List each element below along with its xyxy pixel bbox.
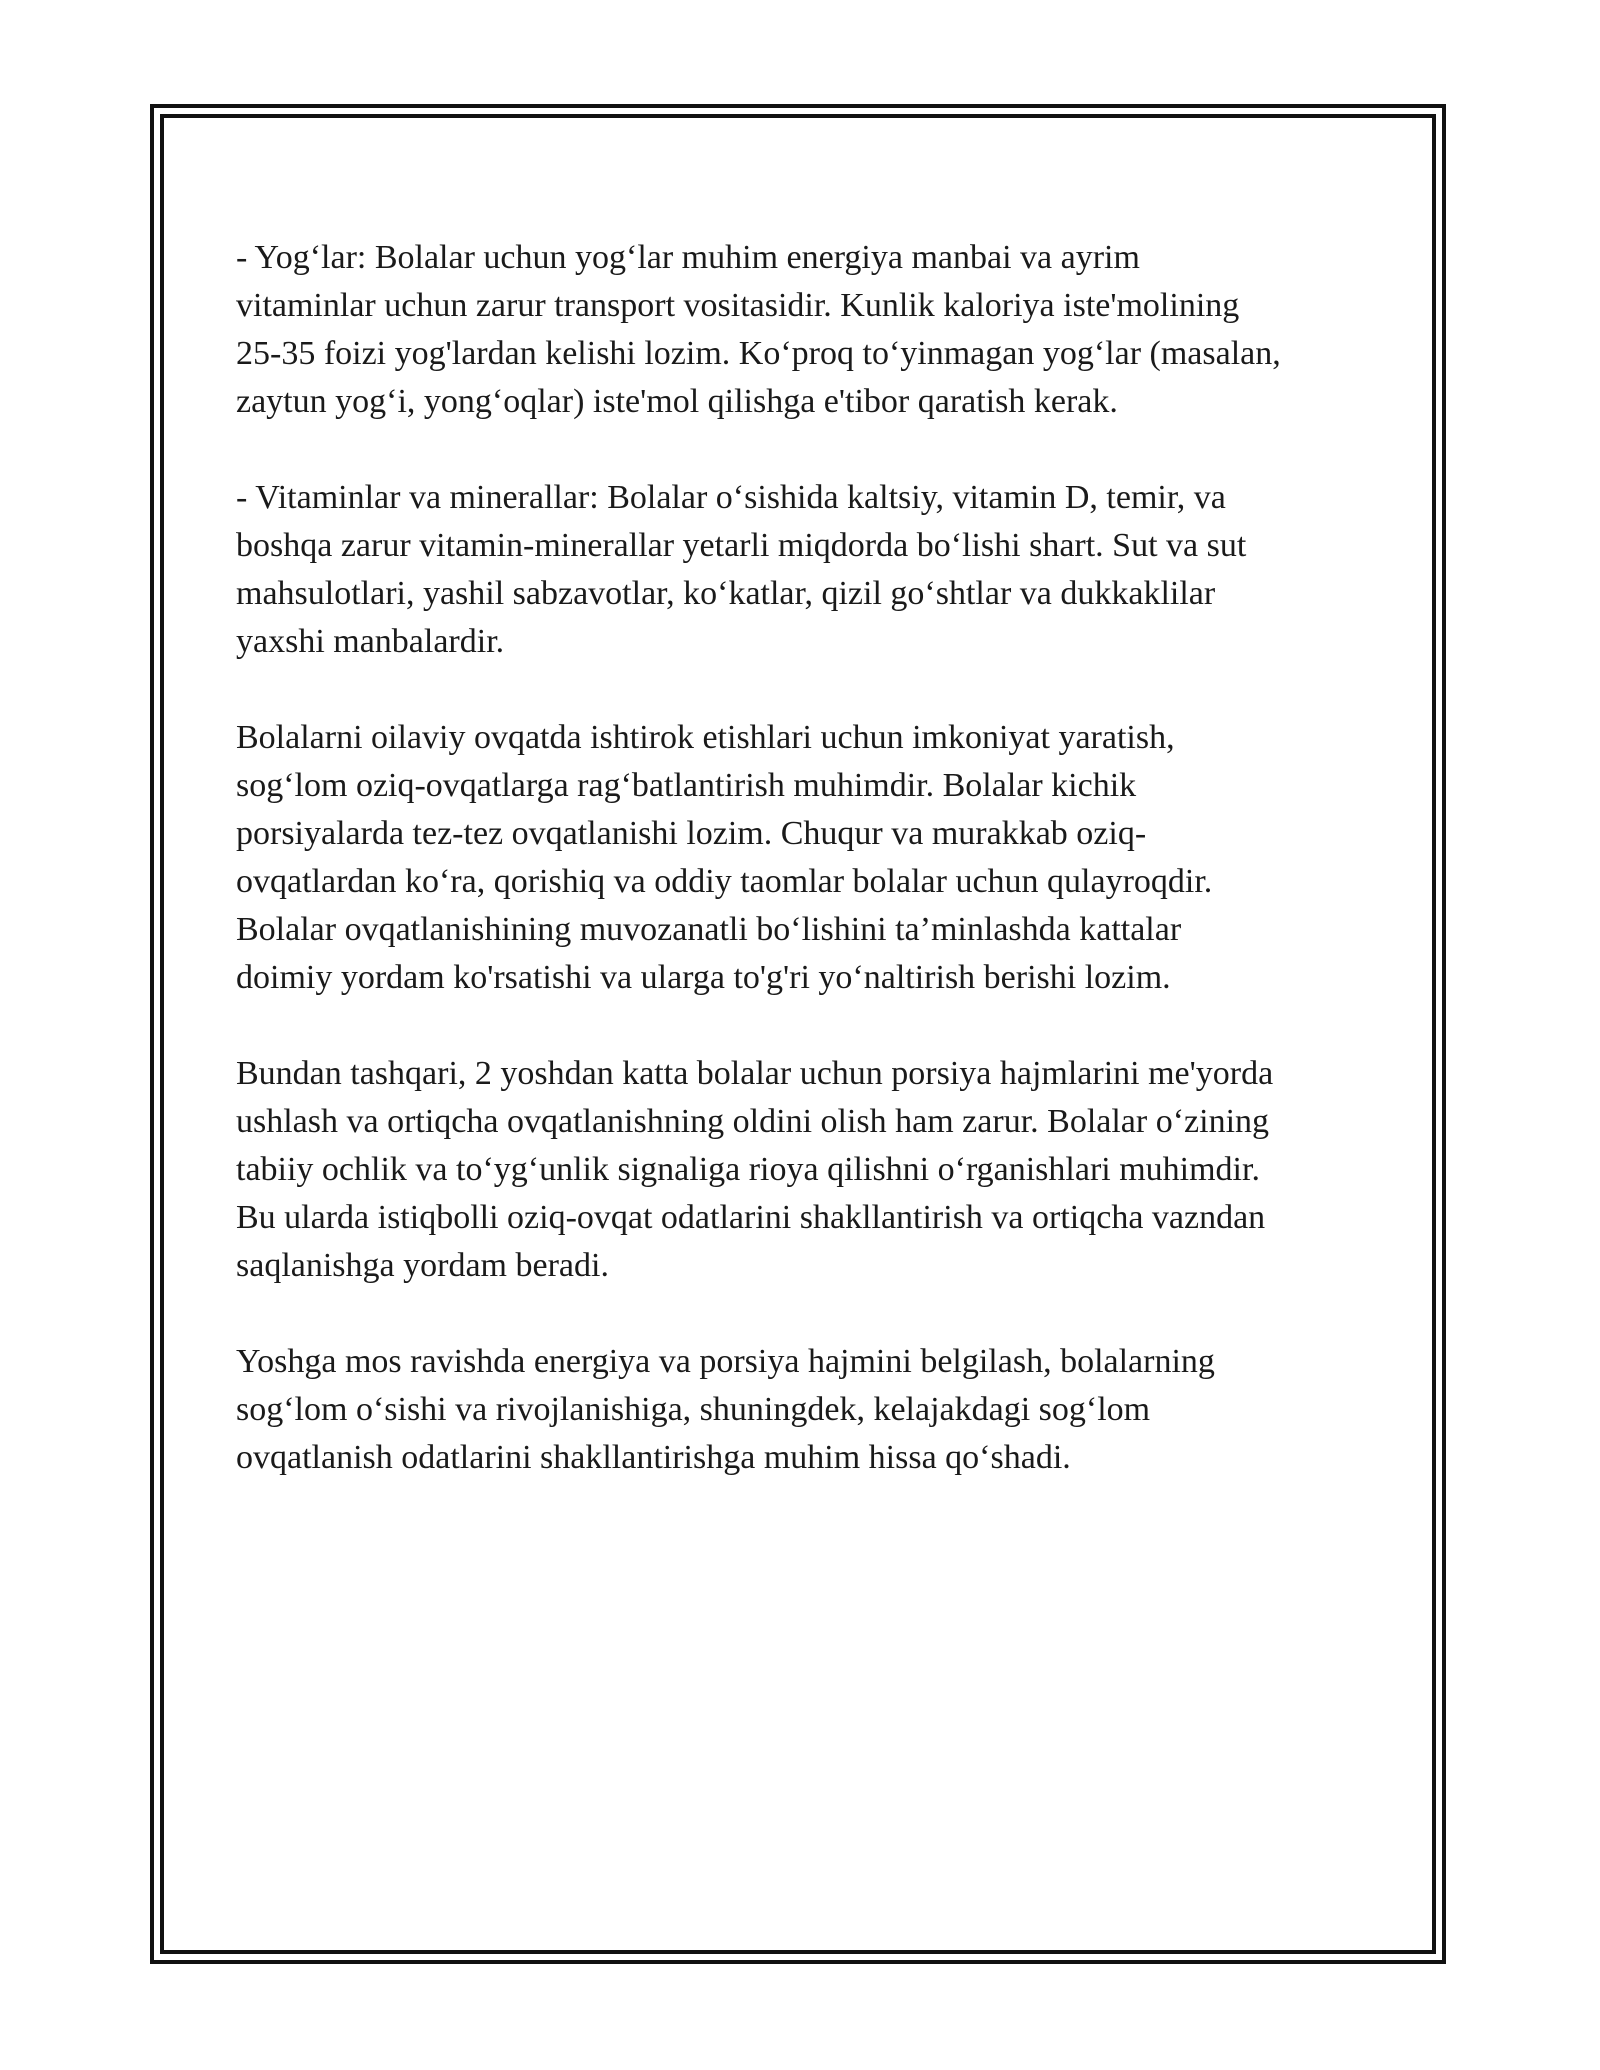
text-line: vitaminlar uchun zarur transport vositasidir. Kunlik kaloriya iste'molining — [236, 287, 1240, 324]
text-line: ovqatlardan ko‘ra, qorishiq va oddiy taomlar bolalar uchun qulayroqdir. — [236, 863, 1213, 900]
paragraph-portion-sizes — [236, 1050, 1376, 1290]
paragraph-vitamins-minerals — [236, 474, 1376, 666]
text-line: Bolalar ovqatlanishining muvozanatli bo‘lishini ta’minlashda kattalar — [236, 911, 1182, 948]
text-line: 25-35 foizi yog'lardan kelishi lozim. Ko‘proq to‘yinmagan yog‘lar (masalan, — [236, 335, 1281, 372]
text-line: sog‘lom o‘sishi va rivojlanishiga, shuningdek, kelajakdagi sog‘lom — [236, 1391, 1151, 1428]
text-line: - Yog‘lar: Bolalar uchun yog‘lar muhim energiya manbai va ayrim — [236, 239, 1140, 276]
text-line: Bu ularda istiqbolli oziq-ovqat odatlarini shakllantirish va ortiqcha vazndan — [236, 1199, 1266, 1236]
text-line: sog‘lom oziq-ovqatlarga rag‘batlantirish muhimdir. Bolalar kichik — [236, 767, 1137, 804]
paragraph-family-meals — [236, 714, 1376, 1002]
text-line: Bundan tashqari, 2 yoshdan katta bolalar uchun porsiya hajmlarini me'yorda — [236, 1055, 1274, 1092]
text-line: mahsulotlari, yashil sabzavotlar, ko‘katlar, qizil go‘shtlar va dukkaklilar — [236, 575, 1216, 612]
text-line: porsiyalarda tez-tez ovqatlanishi lozim. Chuqur va murakkab oziq- — [236, 815, 1147, 852]
text-line: ushlash va ortiqcha ovqatlanishning oldini olish ham zarur. Bolalar o‘zining — [236, 1103, 1270, 1140]
document-body — [236, 234, 1376, 1530]
text-line: yaxshi manbalardir. — [236, 623, 505, 660]
text-line: - Vitaminlar va minerallar: Bolalar o‘sishida kaltsiy, vitamin D, temir, va — [236, 479, 1226, 516]
text-line: Bolalarni oilaviy ovqatda ishtirok etishlari uchun imkoniyat yaratish, — [236, 719, 1175, 756]
text-line: doimiy yordam ko'rsatishi va ularga to'g'ri yo‘naltirish berishi lozim. — [236, 959, 1171, 996]
paragraph-conclusion — [236, 1338, 1376, 1482]
paragraph-fats — [236, 234, 1376, 426]
text-line: tabiiy ochlik va to‘yg‘unlik signaliga rioya qilishni o‘rganishlari muhimdir. — [236, 1151, 1260, 1188]
text-line: boshqa zarur vitamin-minerallar yetarli miqdorda bo‘lishi shart. Sut va sut — [236, 527, 1247, 564]
text-line: zaytun yog‘i, yong‘oqlar) iste'mol qilishga e'tibor qaratish kerak. — [236, 383, 1118, 420]
text-line: ovqatlanish odatlarini shakllantirishga muhim hissa qo‘shadi. — [236, 1439, 1071, 1476]
text-line: Yoshga mos ravishda energiya va porsiya hajmini belgilash, bolalarning — [236, 1343, 1215, 1380]
text-line: saqlanishga yordam beradi. — [236, 1247, 609, 1284]
